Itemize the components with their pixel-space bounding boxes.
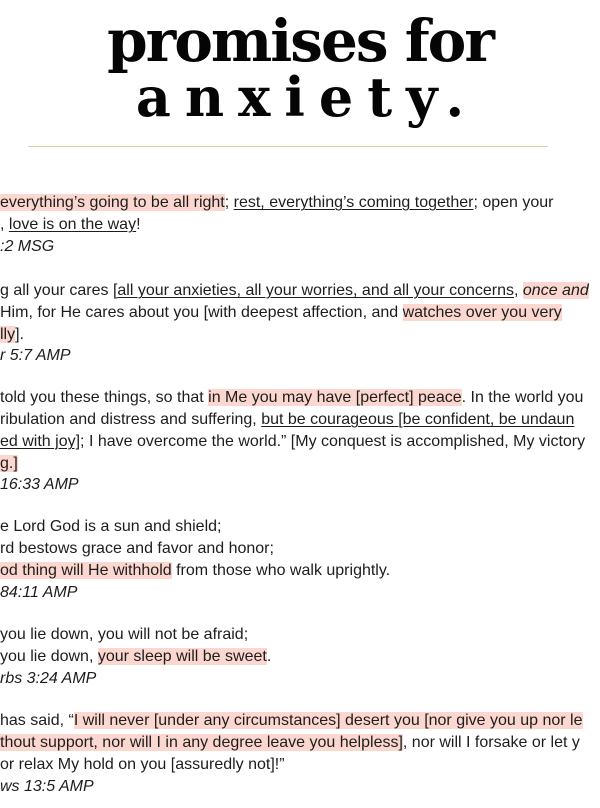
verse-4-line-3 xyxy=(0,560,390,582)
verse-2-line-2 xyxy=(0,302,562,324)
verse-3-text-1: told you these things, so that xyxy=(0,389,209,406)
verse-1-underline-1: rest, everything’s coming together xyxy=(233,194,474,211)
verse-6-reference: ws 13:5 AMP xyxy=(0,778,94,795)
verse-1-underline-2: love is on the way xyxy=(8,216,137,233)
verse-2-text-1: g all your cares [ xyxy=(0,282,118,299)
verse-2-reference: r 5:7 AMP xyxy=(0,347,71,364)
verse-4-reference: 84:11 AMP xyxy=(0,584,78,601)
verse-3-reference: 16:33 AMP xyxy=(0,476,79,493)
verse-2-text-2: , xyxy=(514,282,523,299)
verse-3-line-2 xyxy=(0,409,574,431)
verse-3-highlight-2: g.] xyxy=(0,455,18,472)
verse-2-line-3 xyxy=(0,324,24,346)
verse-1-line-2 xyxy=(0,214,141,236)
verse-3-text-2: . In the world you xyxy=(461,389,584,406)
verse-1-text-2: ; open your xyxy=(473,194,554,211)
verse-6-highlight-1: I will never [under any circumstances] desert you [nor give you up nor le xyxy=(73,712,583,729)
divider-rule xyxy=(28,146,548,147)
verse-3-underline-1: but be courageous [be confident, be undaun xyxy=(261,411,575,428)
verse-5-reference: rbs 3:24 AMP xyxy=(0,670,97,687)
verse-2-highlight-1: once and xyxy=(522,282,589,299)
verse-1-highlight-1: everything’s going to be all right xyxy=(0,194,225,211)
verse-3-line-3 xyxy=(0,431,585,453)
verse-1-line-1 xyxy=(0,192,554,214)
verse-6-line-3: or relax My hold on you [assuredly not]!” xyxy=(0,756,285,773)
verse-5-text-1: you lie down, xyxy=(0,648,98,665)
verse-1-text-3: , xyxy=(0,216,9,233)
verse-6-text-2: , nor will I forsake or let y xyxy=(402,734,580,751)
verse-5-line-2 xyxy=(0,646,271,668)
verse-1-reference: :2 MSG xyxy=(0,238,55,255)
verse-4-highlight-1: od thing will He withhold xyxy=(0,562,172,579)
verse-6-line-1 xyxy=(0,710,583,732)
verse-3-underline-2: ed with joy] xyxy=(0,433,81,450)
verse-2-line-1 xyxy=(0,280,589,302)
title-line-1: promises for xyxy=(107,7,493,75)
title-line-2: anxiety. xyxy=(135,65,479,129)
verse-6-highlight-2: thout support, nor will I in any degree leave you helpless] xyxy=(0,734,403,751)
verse-5-highlight-1: your sleep will be sweet xyxy=(97,648,267,665)
verse-5-line-1: you lie down, you will not be afraid; xyxy=(0,626,249,643)
verse-3-highlight-1: in Me you may have [perfect] peace xyxy=(208,389,462,406)
verse-4-line-1: e Lord God is a sun and shield; xyxy=(0,518,222,535)
verse-3-line-1 xyxy=(0,387,583,409)
verse-4-text-1: from those who walk uprightly. xyxy=(171,562,391,579)
verse-2-highlight-3: lly xyxy=(0,326,16,343)
verse-3-text-3: ribulation and distress and suffering, xyxy=(0,411,262,428)
verse-2-text-4: ]. xyxy=(15,326,24,343)
verse-2-text-3: Him, for He cares about you [with deepest affection, and xyxy=(0,304,403,321)
verse-2-underline-1: all your anxieties, all your worries, and all your concerns xyxy=(117,282,515,299)
verse-4-line-2: rd bestows grace and favor and honor; xyxy=(0,540,274,557)
verse-1-text-4: ! xyxy=(136,216,141,233)
verse-1-text-1: ; xyxy=(224,194,234,211)
verse-3-text-4: ; I have overcome the world.” [My conquest is accomplished, My victory xyxy=(80,433,586,450)
verse-5-text-2: . xyxy=(266,648,272,665)
verse-6-line-2 xyxy=(0,732,580,754)
verse-3-line-4 xyxy=(0,453,18,475)
verse-6-text-1: has said, “ xyxy=(0,712,74,729)
verse-2-highlight-2: watches over you very xyxy=(402,304,562,321)
